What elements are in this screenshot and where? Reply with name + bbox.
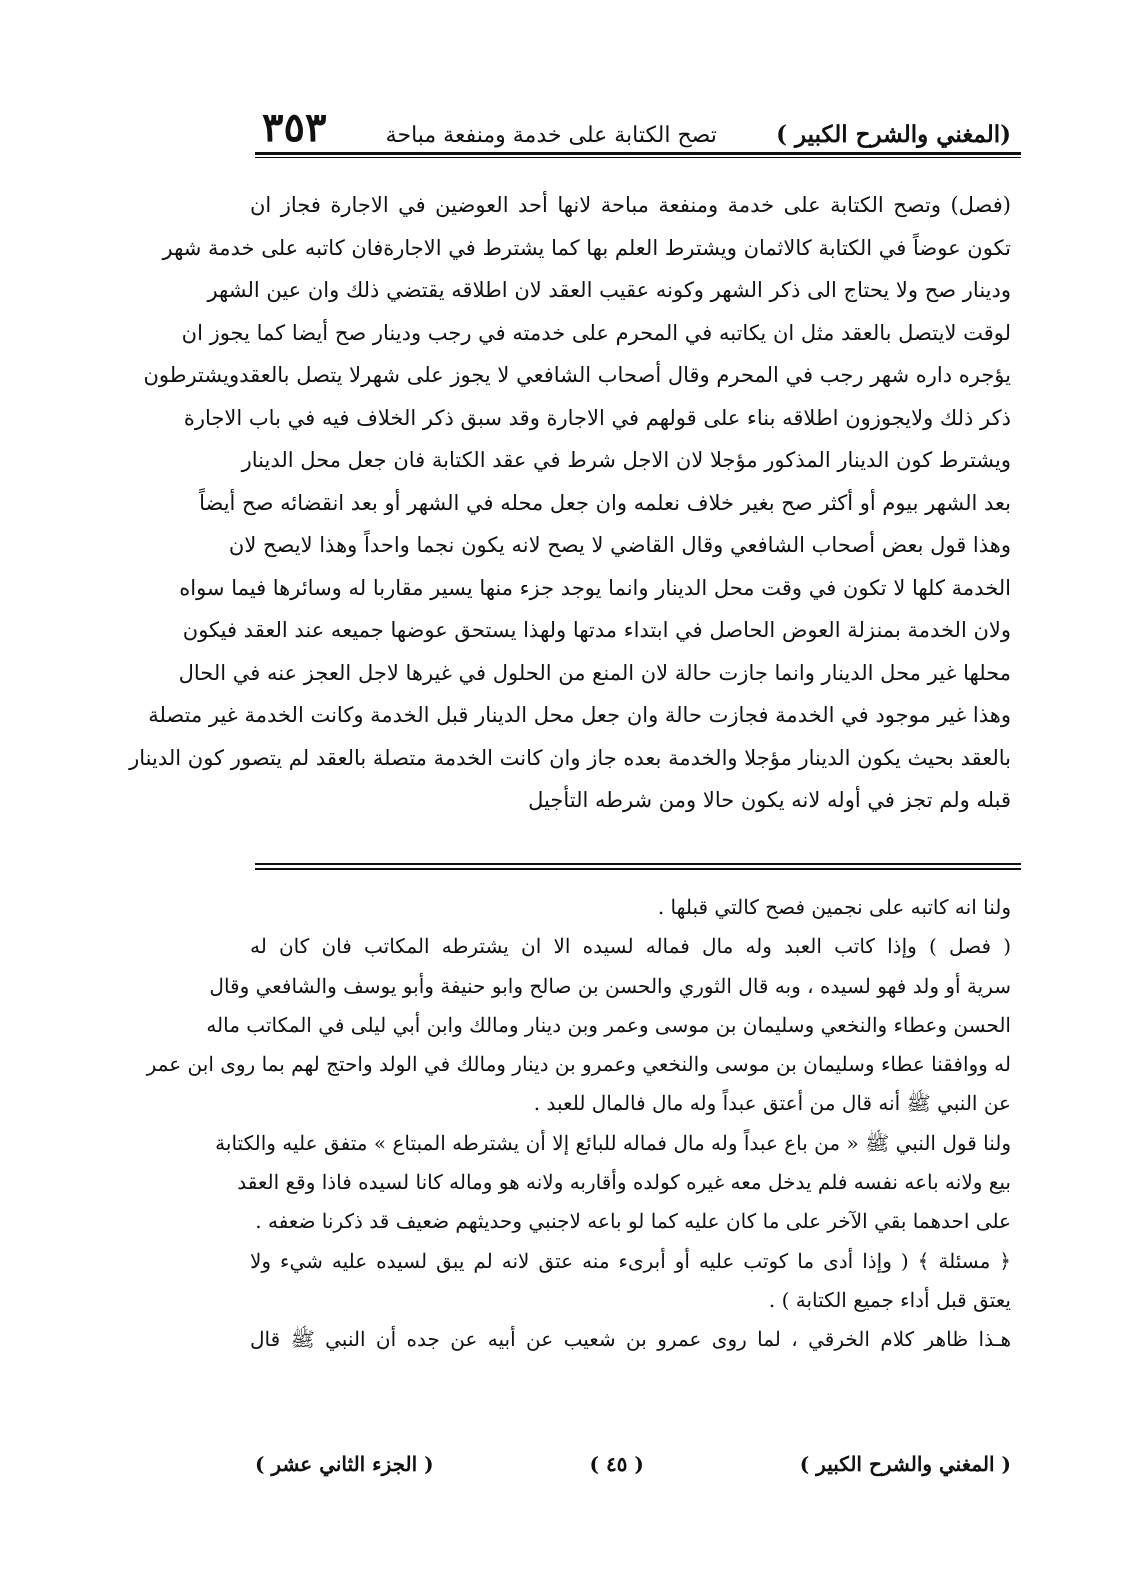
text-line: بعد الشهر بيوم أو أكثر صح بغير خلاف نعلمه وان جعل محله في الشهر أو بعد انقضائه صح أيضاً bbox=[199, 490, 1011, 515]
text-line: على احدهما بقي الآخر على ما كان عليه كما لو باعه لاجنبي وحديثهم ضعيف قد ذكرنا ضعفه . bbox=[255, 1209, 1011, 1234]
text-line: وهذا قول بعض أصحاب الشافعي وقال القاضي لا يصح لانه يكون نجما واحداً وهذا لايصح لان bbox=[228, 533, 1011, 557]
page-number: ٣٥٣ bbox=[262, 104, 327, 151]
text-line: (فصل) وتصح الكتابة على خدمة ومنفعة مباحة لانها أحد العوضين في الاجارة فجاز ان bbox=[250, 193, 1011, 217]
text-line: وهذا غير موجود في الخدمة فجازت حالة وان جعل محل الدينار قبل الخدمة وكانت الخدمة غير متصلة bbox=[148, 703, 1011, 727]
section-divider bbox=[255, 863, 1021, 870]
text-line: تكون عوضاً في الكتابة كالاثمان ويشترط العلم بها كما يشترط في الاجارةفان كاتبه على خدمة شهر bbox=[162, 235, 1011, 260]
page-header bbox=[262, 96, 1011, 151]
text-line: عن النبي ﷺ أنه قال من أعتق عبداً وله مال فالمال للعبد . bbox=[533, 1091, 1011, 1116]
header-rule bbox=[255, 152, 1021, 158]
commentary-text bbox=[146, 888, 1011, 1360]
text-line: ( فصل ) وإذا كاتب العبد وله مال فماله لسيده الا ان يشترطه المكاتب فان كان له bbox=[250, 934, 1011, 959]
footer-volume: ( الجزء الثاني عشر ) bbox=[255, 1452, 434, 1476]
text-line: ولنا انه كاتبه على نجمين فصح كالتي قبلها . bbox=[657, 895, 1011, 919]
text-line: قبله ولم تجز في أوله لانه يكون حالا ومن شرطه التأجيل bbox=[528, 788, 1011, 812]
footer-sheet-number: ( ٤٥ ) bbox=[589, 1452, 644, 1476]
page-footer bbox=[255, 1452, 1011, 1492]
text-line: ﴿ مسئلة ﴾ ( وإذا أدى ما كوتب عليه أو أبرىء منه عتق لانه لم يبق لسيده عليه شيء ولا bbox=[250, 1248, 1011, 1273]
text-line: محلها غير محل الدينار وانما جازت حالة لان المنع من الحلول في غيرها لاجل العجز عنه في الحال bbox=[178, 660, 1011, 685]
text-line: هـذا ظاهر كلام الخرقي ، لما روى عمرو بن شعيب عن أبيه عن جده أن النبي ﷺ قال bbox=[250, 1327, 1011, 1352]
text-line: له ووافقنا عطاء وسليمان بن موسى والنخعي وعمرو بن دينار ومالك في الولد واحتج لهم بما روى ابن عمر bbox=[146, 1052, 1011, 1077]
text-line: الخدمة كلها لا تكون في وقت محل الدينار وانما يوجد جزء منها يسير مقاربا له وسائرها فيما سواه bbox=[179, 575, 1011, 600]
text-line: ودينار صح ولا يحتاج الى ذكر الشهر وكونه عقيب العقد لان اطلاقه يقتضي ذلك وان عين الشهر bbox=[207, 278, 1011, 302]
text-line: ولنا قول النبي ﷺ « من باع عبداً وله مال فماله للبائع إلا أن يشترطه المبتاع » متفق عليه والكتابة bbox=[215, 1130, 1011, 1155]
text-line: سرية أو ولد فهو لسيده ، وبه قال الثوري والحسن بن صالح وابو حنيفة وأبو يوسف والشافعي وقال bbox=[209, 973, 1011, 998]
text-line: بيع ولانه باعه نفسه فلم يدخل معه غيره كولده وأقاربه ولانه هو وماله كانا لسيده فاذا وقع العقد bbox=[237, 1170, 1011, 1195]
text-line: ويشترط كون الدينار المذكور مؤجلا لان الاجل شرط في عقد الكتابة فان جعل محل الدينار bbox=[241, 448, 1011, 472]
text-line: لوقت لايتصل بالعقد مثل ان يكاتبه في المحرم على خدمته في رجب ودينار صح أيضا كما يجوز ان bbox=[181, 320, 1011, 345]
section-topic: تصح الكتابة على خدمة ومنفعة مباحة bbox=[385, 123, 717, 148]
footer-book-title: ( المغني والشرح الكبير ) bbox=[799, 1452, 1011, 1476]
text-line: يعتق قبل أداء جميع الكتابة ) . bbox=[768, 1287, 1011, 1312]
text-line: يؤجره داره شهر رجب في المحرم وقال أصحاب الشافعي لا يجوز على شهرلا يتصل بالعقدويشترطون bbox=[143, 363, 1011, 387]
text-line: الحسن وعطاء والنخعي وسليمان بن موسى وعمر وبن دينار ومالك وابن أبي ليلى في المكاتب ماله bbox=[206, 1012, 1011, 1037]
text-line: ذكر ذلك ولايجوزون اطلاقه بناء على قولهم في الاجارة وقد سبق ذكر الخلاف فيه في باب الاجارة bbox=[183, 405, 1011, 430]
main-text bbox=[129, 184, 1011, 822]
text-line: ولان الخدمة بمنزلة العوض الحاصل في ابتداء مدتها ولهذا يستحق عوضها جميعه عند العقد فيكون bbox=[182, 618, 1011, 642]
text-line: بالعقد بحيث يكون الدينار مؤجلا والخدمة بعده جاز وان كانت الخدمة متصلة بالعقد لم يتصور كون الدينار bbox=[129, 745, 1011, 770]
running-title: (المغني والشرح الكبير ) bbox=[776, 121, 1011, 148]
